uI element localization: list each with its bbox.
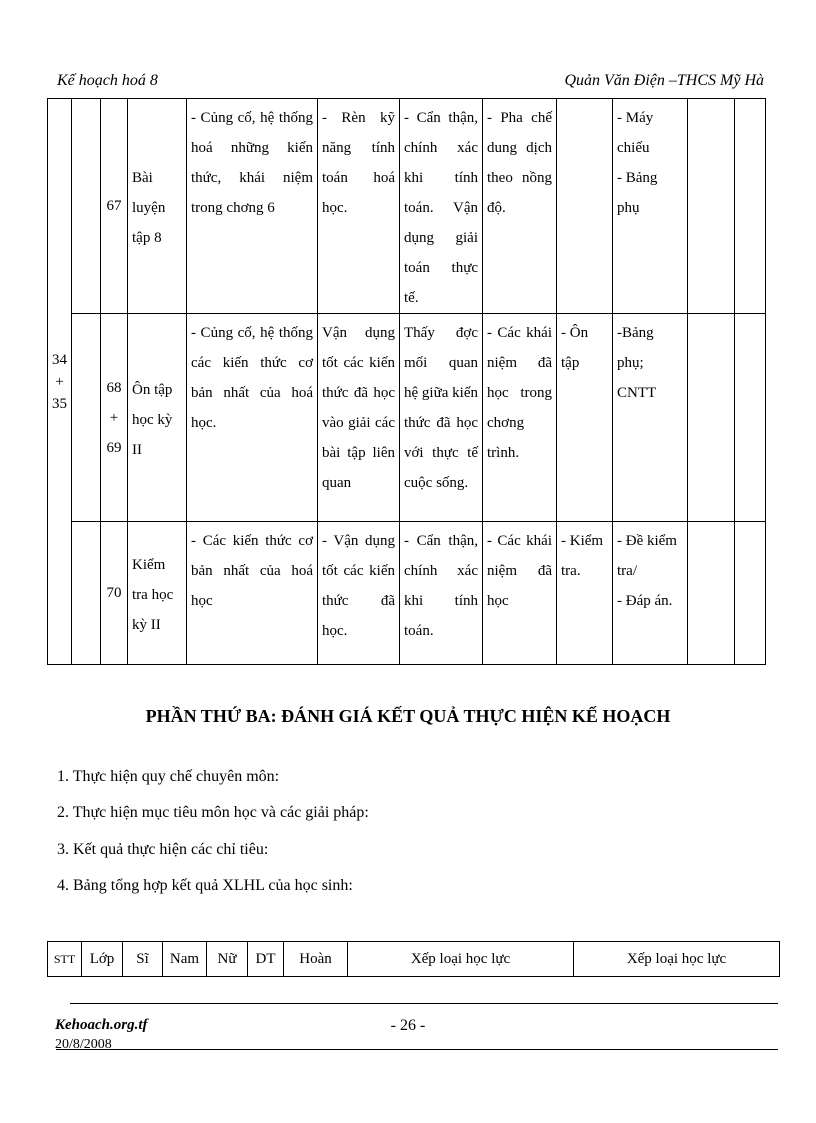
column-header: Nữ (207, 942, 248, 977)
method-cell (557, 99, 613, 314)
equipment-line: phụ; (617, 355, 644, 371)
list-item: 4. Bảng tổng hợp kết quả XLHL của học sinh: (57, 877, 353, 894)
blank-cell (688, 314, 735, 522)
lesson-title (128, 314, 187, 522)
method-cell: - Ôn tập (557, 314, 613, 522)
footer-date: 20/8/2008 (55, 1037, 112, 1052)
list-item: 2. Thực hiện mục tiêu môn học và các giải pháp: (57, 804, 369, 821)
method-cell: - Kiểm tra. (557, 522, 613, 665)
footer-divider (56, 1049, 778, 1050)
equipment-line: chiếu (617, 140, 650, 156)
title-line: kỳ II (132, 617, 161, 633)
results-summary-table (47, 941, 780, 977)
column-header: Xếp loại học lực (348, 942, 574, 977)
footer-site: Kehoach.org.tf (55, 1017, 148, 1033)
lesson-number-line: 69 (106, 439, 122, 456)
skills-cell: Vận dụng tốt các kiến thức đã học vào giải các bài tập liên quan (318, 314, 400, 522)
table-header-row (48, 942, 780, 977)
week-plus: + (55, 373, 64, 390)
practice-cell: - Pha chế dung dịch theo nồng độ. (483, 99, 557, 314)
footer-divider (70, 1003, 778, 1004)
blank-cell (72, 522, 101, 665)
column-header: Xếp loại học lực (574, 942, 780, 977)
title-line: tập 8 (132, 230, 162, 246)
header-left: Kế hoạch hoá 8 (57, 72, 158, 89)
equipment-cell (613, 314, 688, 522)
equipment-line: - Bảng phụ (617, 170, 658, 216)
column-header: Lớp (82, 942, 123, 977)
blank-cell (688, 99, 735, 314)
equipment-line: - Đáp án. (617, 593, 673, 609)
table-row (48, 99, 766, 314)
title-line: tra học (132, 587, 174, 603)
title-line: Kiểm (132, 557, 166, 573)
practice-cell: - Các khái niệm đã học trong chơng trình. (483, 314, 557, 522)
lesson-number-line: + (109, 409, 119, 426)
week-number: 35 (52, 395, 67, 412)
title-line: Bài (132, 170, 153, 186)
lesson-plan-table (47, 98, 766, 665)
equipment-line: - Đề kiểm (617, 533, 677, 549)
knowledge-cell: - Các kiến thức cơ bản nhất của hoá học (187, 522, 318, 665)
skills-cell: - Rèn kỹ năng tính toán hoá học. (318, 99, 400, 314)
attitude-cell: Thấy đợc mối quan hệ giữa kiến thức đã học với thực tế cuộc sống. (400, 314, 483, 522)
equipment-line: tra/ (617, 563, 637, 579)
page-number: - 26 - (390, 1017, 426, 1034)
lesson-number-line: 68 (106, 379, 122, 396)
title-line: học kỳ (132, 411, 173, 428)
knowledge-cell: - Củng cố, hệ thống các kiến thức cơ bản nhất của hoá học. (187, 314, 318, 522)
table-row (48, 314, 766, 522)
header-right: Quản Văn Điện –THCS Mỹ Hà (564, 72, 764, 89)
lesson-number: 67 (101, 99, 128, 314)
title-line: Ôn tập (132, 381, 173, 398)
blank-cell (72, 314, 101, 522)
equipment-line: CNTT (617, 385, 657, 401)
title-line: II (132, 441, 142, 458)
blank-cell (735, 99, 766, 314)
column-header: Sĩ (123, 942, 163, 977)
attitude-cell: - Cẩn thận, chính xác khi tính toán. (400, 522, 483, 665)
lesson-title (128, 522, 187, 665)
lesson-number: 70 (101, 522, 128, 665)
column-header: Hoàn (284, 942, 348, 977)
section-title: PHẦN THỨ BA: ĐÁNH GIÁ KẾT QUẢ THỰC HIỆN KẾ HOẠCH (145, 706, 671, 726)
column-header: STT (48, 942, 82, 977)
blank-cell (735, 522, 766, 665)
list-item: 1. Thực hiện quy chế chuyên môn: (57, 768, 280, 785)
title-line: luyện (132, 200, 166, 216)
blank-cell (72, 99, 101, 314)
knowledge-cell: - Củng cố, hệ thống hoá những kiến thức, khái niệm trong chơng 6 (187, 99, 318, 314)
lesson-number (101, 314, 128, 522)
column-header: Nam (163, 942, 207, 977)
blank-cell (688, 522, 735, 665)
practice-cell: - Các khái niệm đã học (483, 522, 557, 665)
blank-cell (735, 314, 766, 522)
skills-cell: - Vận dụng tốt các kiến thức đã học. (318, 522, 400, 665)
week-number: 34 (52, 351, 67, 368)
equipment-cell (613, 522, 688, 665)
list-item: 3. Kết quả thực hiện các chỉ tiêu: (57, 841, 269, 858)
table-row (48, 522, 766, 665)
equipment-cell (613, 99, 688, 314)
equipment-line: -Bảng (617, 325, 654, 341)
week-cell (48, 99, 72, 665)
equipment-line: - Máy (617, 110, 654, 126)
column-header: DT (248, 942, 284, 977)
attitude-cell: - Cẩn thận, chính xác khi tính toán. Vận dụng giải toán thực tế. (400, 99, 483, 314)
lesson-title (128, 99, 187, 314)
